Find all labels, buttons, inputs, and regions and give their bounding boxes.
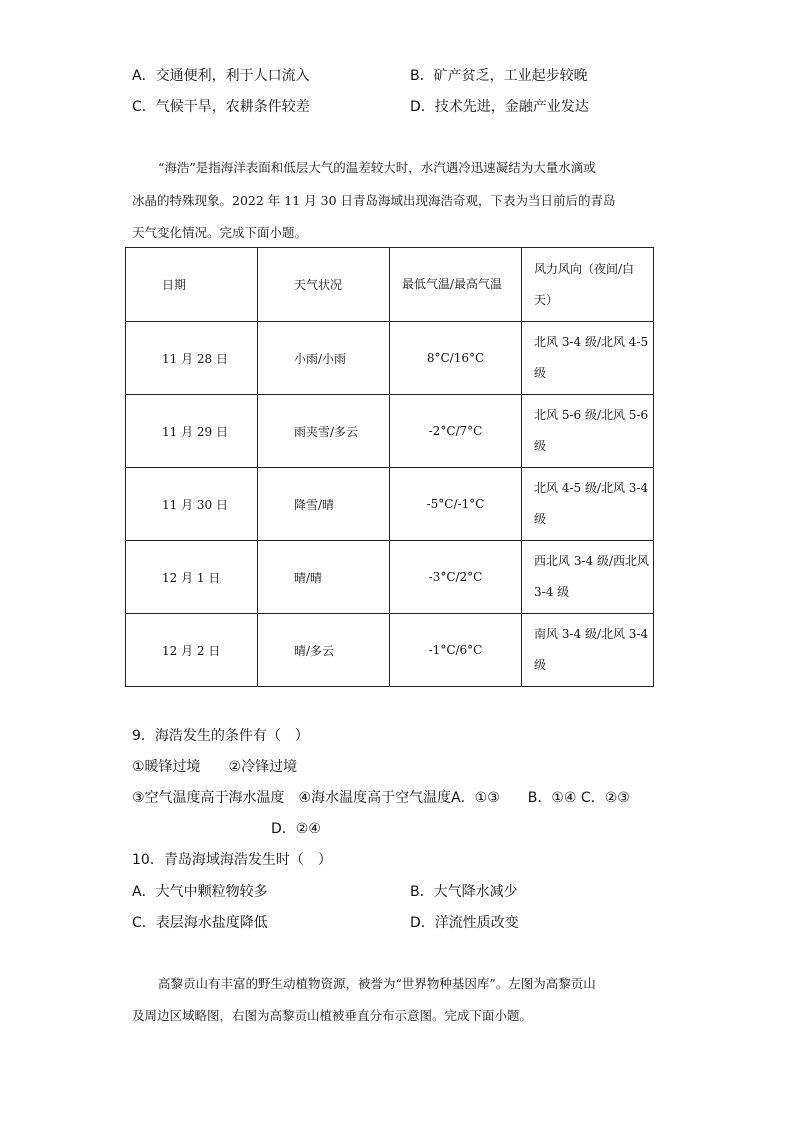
row-date: 12 月 1 日: [126, 541, 258, 614]
q-prev-option-c[interactable]: C．气候干旱，农耕条件较差: [132, 99, 310, 115]
header-wind: 风力风向（夜间/白天）: [522, 248, 654, 322]
table-row: [126, 541, 654, 614]
table-row: [126, 468, 654, 541]
intro2-line-2: 及周边区域略图，右图为高黎贡山植被垂直分布示意图。完成下面小题。: [132, 1008, 533, 1023]
q10-option-d[interactable]: D．洋流性质改变: [410, 915, 519, 931]
q10-option-c[interactable]: C．表层海水盐度降低: [132, 915, 268, 931]
q10-option-a[interactable]: A．大气中颗粒物较多: [132, 884, 268, 900]
row-wind: 北风 3-4 级/北风 4-5 级: [522, 322, 654, 395]
row-wind: 北风 4-5 级/北风 3-4 级: [522, 468, 654, 541]
row-temp: -5°C/-1°C: [390, 468, 522, 541]
row-date: 11 月 28 日: [126, 322, 258, 395]
header-weather: 天气状况: [258, 248, 390, 322]
table-row: [126, 322, 654, 395]
q-prev-option-b[interactable]: B．矿产贫乏，工业起步较晚: [410, 68, 588, 84]
q9-items-line-1: ①暖锋过境 ②冷锋过境: [132, 759, 298, 775]
row-weather: 雨夹雪/多云: [258, 395, 390, 468]
row-weather: 降雪/晴: [258, 468, 390, 541]
row-temp: -2°C/7°C: [390, 395, 522, 468]
q10-option-b[interactable]: B．大气降水减少: [410, 884, 518, 900]
row-temp: 8°C/16°C: [390, 322, 522, 395]
row-date: 12 月 2 日: [126, 614, 258, 687]
weather-table: [125, 247, 654, 687]
intro-line-2: 冰晶的特殊现象。2022 年 11 月 30 日青岛海域出现海浩奇观，下表为当日前后的青岛: [132, 193, 616, 208]
q9-items-line-2[interactable]: ③空气温度高于海水温度 ④海水温度高于空气温度A．①③ B．①④ C．②③: [132, 790, 630, 806]
row-temp: -1°C/6°C: [390, 614, 522, 687]
row-wind: 南风 3-4 级/北风 3-4 级: [522, 614, 654, 687]
row-weather: 晴/多云: [258, 614, 390, 687]
intro-line-1: “海浩”是指海洋表面和低层大气的温差较大时，水汽遇冷迅速凝结为大量水滴或: [158, 160, 596, 175]
q9-option-d[interactable]: D．②④: [271, 821, 321, 837]
intro2-line-1: 高黎贡山有丰富的野生动植物资源，被誉为“世界物种基因库”。左图为高黎贡山: [158, 976, 596, 991]
header-temp: 最低气温/最高气温: [390, 248, 522, 322]
row-weather: 小雨/小雨: [258, 322, 390, 395]
row-wind: 北风 5-6 级/北风 5-6 级: [522, 395, 654, 468]
q9-stem: 9．海浩发生的条件有（ ）: [132, 728, 309, 744]
row-date: 11 月 30 日: [126, 468, 258, 541]
q-prev-option-a[interactable]: A．交通便利，利于人口流入: [132, 68, 310, 84]
table-header-row: [126, 248, 654, 322]
header-date: 日期: [126, 248, 258, 322]
q-prev-option-d[interactable]: D．技术先进，金融产业发达: [410, 99, 589, 115]
q10-stem: 10．青岛海域海浩发生时（ ）: [132, 852, 332, 868]
table-row: [126, 614, 654, 687]
row-temp: -3°C/2°C: [390, 541, 522, 614]
row-wind: 西北风 3-4 级/西北风 3-4 级: [522, 541, 654, 614]
intro-line-3: 天气变化情况。完成下面小题。: [132, 225, 308, 240]
row-weather: 晴/晴: [258, 541, 390, 614]
table-row: [126, 395, 654, 468]
row-date: 11 月 29 日: [126, 395, 258, 468]
